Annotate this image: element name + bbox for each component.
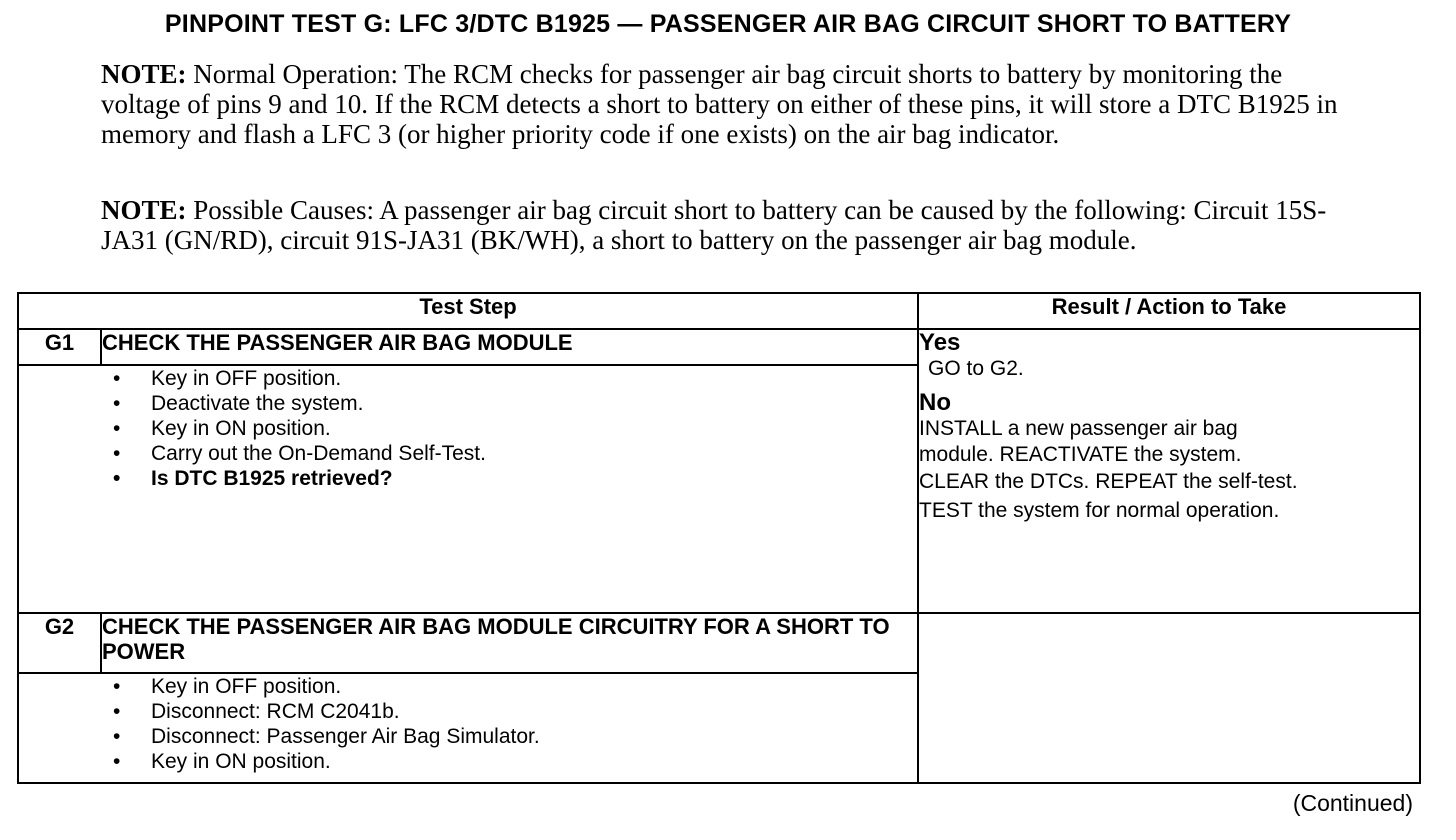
result-g1 — [918, 329, 1420, 613]
note-possible-causes — [101, 195, 1341, 255]
note-text: Normal Operation: The RCM checks for passenger air bag circuit shorts to battery by monitoring the voltage of pins 9 and 10. If the RCM detects a short to battery on either of these pins, it will store a DTC B1925 in memory and flash a LFC 3 (or higher priority code if one exists) on the air bag indicator. — [101, 59, 1338, 149]
no-action-line: TEST the system for normal operation. — [919, 499, 1280, 522]
yes-label: Yes — [919, 329, 961, 356]
steps-g1 — [18, 365, 918, 613]
pinpoint-test-table — [17, 292, 1421, 784]
header-test-step: Test Step — [18, 293, 918, 329]
list-item: • Key in OFF position. — [113, 675, 342, 698]
note-label: NOTE: — [101, 195, 187, 225]
result-g2 — [918, 613, 1420, 783]
step-title-g2: CHECK THE PASSENGER AIR BAG MODULE CIRCUITRY FOR A SHORT TO POWER — [101, 613, 918, 673]
list-item: • Key in ON position. — [113, 750, 331, 773]
question-item: • Is DTC B1925 retrieved? — [113, 467, 393, 490]
no-action-line: module. REACTIVATE the system. — [919, 443, 1242, 466]
steps-g2 — [18, 673, 918, 783]
no-action-line: INSTALL a new passenger air bag — [919, 417, 1238, 440]
yes-action: GO to G2. — [928, 357, 1024, 380]
list-item: • Key in OFF position. — [113, 367, 342, 390]
list-item: • Carry out the On-Demand Self-Test. — [113, 442, 486, 465]
step-title-g1: CHECK THE PASSENGER AIR BAG MODULE — [101, 329, 918, 365]
list-item: • Key in ON position. — [113, 417, 331, 440]
note-label: NOTE: — [101, 59, 187, 89]
no-action-line: CLEAR the DTCs. REPEAT the self-test. — [919, 470, 1298, 493]
note-text: Possible Causes: A passenger air bag circuit short to battery can be caused by the following: Circuit 15S-JA31 (GN/RD), circuit 91S-JA31 (BK/WH), a short to battery on the passenger air bag module. — [101, 195, 1327, 255]
list-item: • Deactivate the system. — [113, 392, 364, 415]
continued-label: (Continued) — [1292, 790, 1413, 816]
step-id-g2: G2 — [18, 613, 101, 673]
list-item: • Disconnect: Passenger Air Bag Simulator. — [113, 725, 540, 748]
header-result: Result / Action to Take — [918, 293, 1420, 329]
list-item: • Disconnect: RCM C2041b. — [113, 700, 400, 723]
no-label: No — [919, 389, 952, 416]
step-id-g1: G1 — [18, 329, 101, 365]
page-title: PINPOINT TEST G: LFC 3/DTC B1925 — PASSENGER AIR BAG CIRCUIT SHORT TO BATTERY — [164, 10, 1292, 38]
note-normal-operation — [101, 59, 1341, 149]
